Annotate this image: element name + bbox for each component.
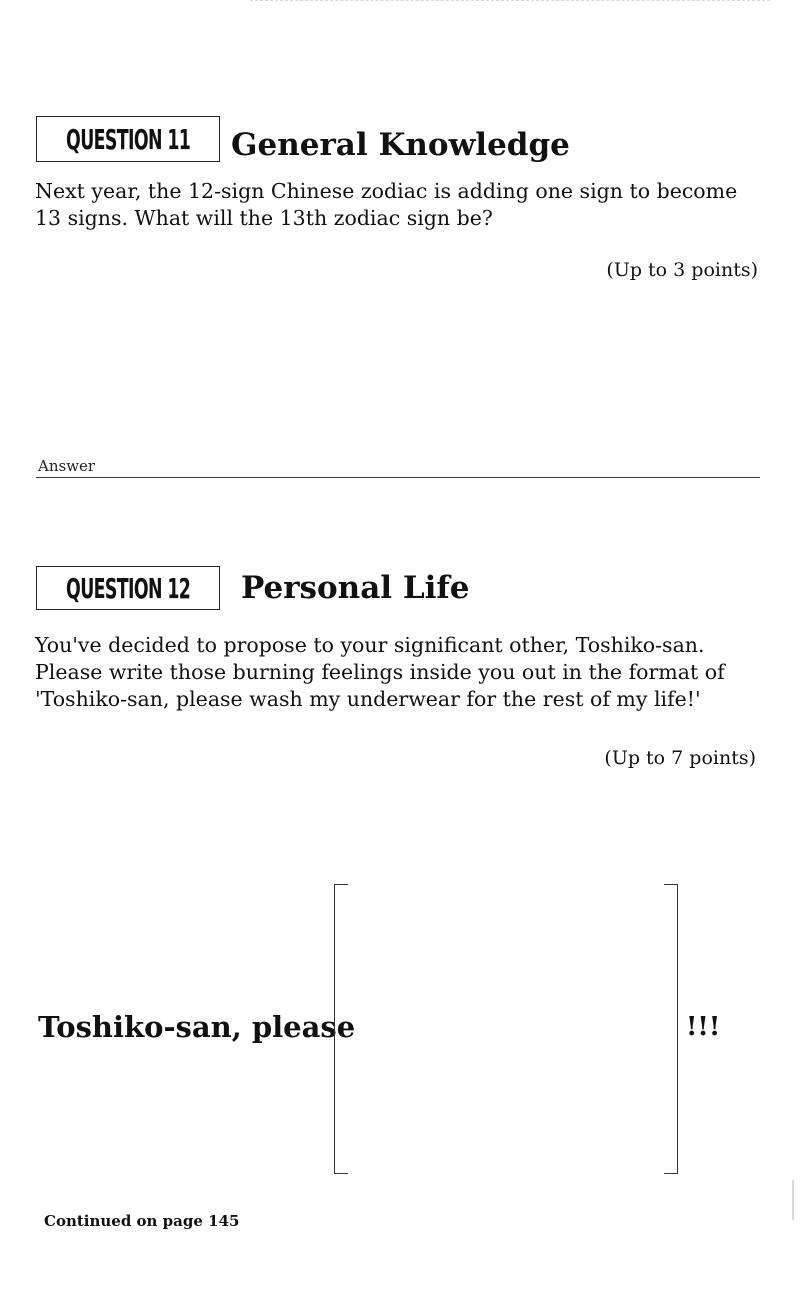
question-11-label: QUESTION 11 — [65, 122, 191, 156]
continued-footer: Continued on page 145 — [44, 1212, 240, 1230]
question-11-title: General Knowledge — [231, 127, 570, 163]
question-11-label-box — [36, 116, 220, 162]
question-12-title: Personal Life — [241, 570, 470, 606]
question-12-body: You've decided to propose to your significant other, Toshiko-san. Please write those burning feelings inside you out in the format of 'Toshiko-san, please wash my underwear for the rest of my life!' — [35, 633, 725, 711]
proposal-lead-text: Toshiko-san, please — [38, 1010, 356, 1044]
question-11-points: (Up to 3 points) — [606, 259, 758, 281]
question-12-label-box — [36, 566, 220, 610]
question-12-label: QUESTION 12 — [65, 571, 191, 605]
proposal-answer-box[interactable] — [334, 884, 678, 1174]
question-11-body: Next year, the 12-sign Chinese zodiac is adding one sign to become 13 signs. What will the 13th zodiac sign be? — [35, 179, 738, 230]
answer-label: Answer — [38, 457, 96, 475]
question-12-points: (Up to 7 points) — [604, 747, 756, 769]
proposal-exclamation: !!! — [686, 1012, 721, 1042]
left-bracket — [334, 884, 348, 1174]
page-edge-mark — [792, 1180, 794, 1220]
right-bracket — [664, 884, 678, 1174]
answer-line[interactable] — [36, 477, 760, 478]
top-page-rule — [250, 0, 770, 3]
